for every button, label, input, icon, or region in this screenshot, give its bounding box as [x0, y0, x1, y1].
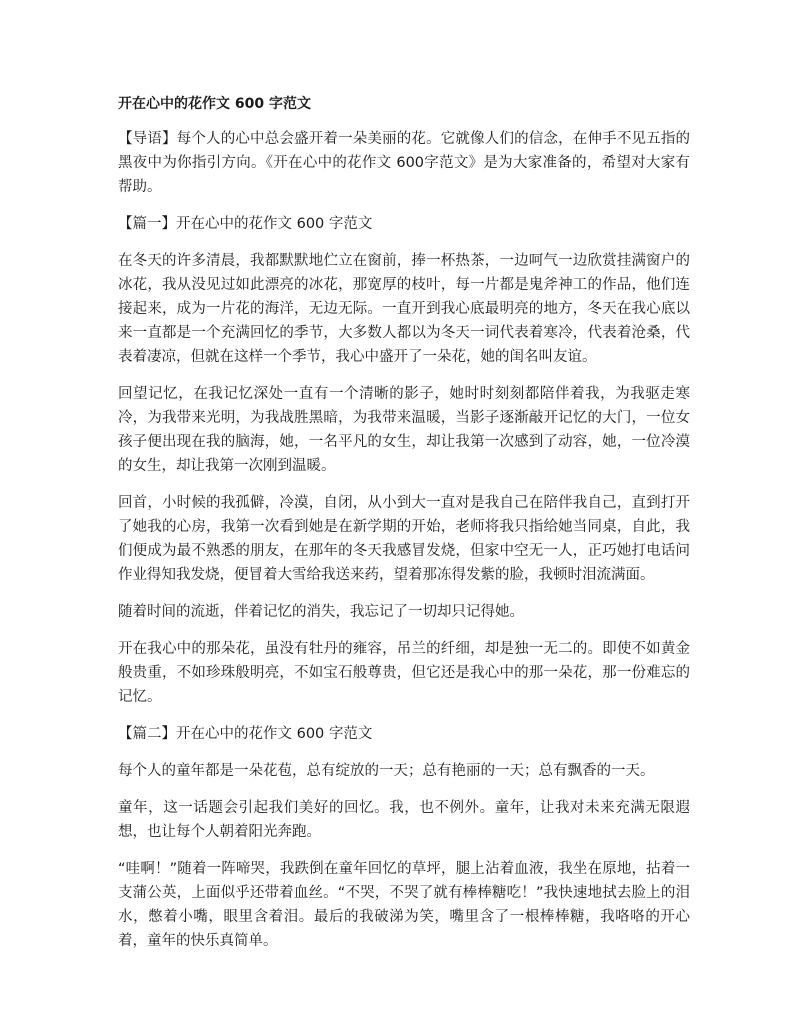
document-page — [118, 94, 690, 966]
section-2-paragraph: “哇啊！”随着一阵啼哭，我跌倒在童年回忆的草坪，腿上沾着血液，我坐在原地，拈着一支蒲公英，上面似乎还带着血丝。“不哭，不哭了就有棒棒糖吃！”我快速地拭去脸上的泪水，憋着小嘴，眼里含着泪。最后的我破涕为笑，嘴里含了一根棒棒糖，我咯咯的开心着，童年的快乐真简单。 — [118, 861, 690, 949]
section-2-heading: 【篇二】开在心中的花作文 600 字范文 — [118, 726, 373, 742]
section-1-paragraph: 在冬天的许多清晨，我都默默地伫立在窗前，捧一杯热茶，一边呵气一边欣赏挂满窗户的冰花，我从没见过如此漂亮的冰花，那宽厚的枝叶，每一片都是鬼斧神工的作品，他们连接起来，成为一片花的海洋，无边无际。一直开到我心底最明亮的地方，冬天在我心底以来一直都是一个充满回忆的季节，大多数人都以为冬天一词代表着寒冷，代表着沧桑，代表着凄凉，但就在这样一个季节，我心中盛开了一朵花，她的闺名叫友谊。 — [118, 253, 690, 365]
section-1-paragraph: 随着时间的流逝，伴着记忆的消失，我忘记了一切却只记得她。 — [118, 604, 524, 620]
document-title: 开在心中的花作文 600 字范文 — [118, 96, 311, 112]
section-1-heading: 【篇一】开在心中的花作文 600 字范文 — [118, 216, 373, 232]
section-2-paragraph: 每个人的童年都是一朵花苞，总有绽放的一天；总有艳丽的一天；总有飘香的一天。 — [118, 763, 655, 779]
section-2-paragraph: 童年，这一话题会引起我们美好的回忆。我，也不例外。童年，让我对未来充满无限遐想，也让每个人朝着阳光奔跑。 — [118, 800, 690, 840]
section-1-paragraph: 回望记忆，在我记忆深处一直有一个清晰的影子，她时时刻刻都陪伴着我，为我驱走寒冷，为我带来光明，为我战胜黑暗，为我带来温暖，当影子逐渐敲开记忆的大门，一位女孩子便出现在我的脑海，她，一名平凡的女生，却让我第一次感到了动容，她，一位冷漠的女生，却让我第一次刚到温暖。 — [118, 386, 690, 474]
intro-paragraph: 【导语】每个人的心中总会盛开着一朵美丽的花。它就像人们的信念，在伸手不见五指的黑夜中为你指引方向。《开在心中的花作文 600字范文》是为大家准备的，希望对大家有帮助。 — [118, 131, 690, 195]
section-1-paragraph: 回首，小时候的我孤僻，冷漠，自闭，从小到大一直对是我自己在陪伴我自己，直到打开了她我的心房，我第一次看到她是在新学期的开始，老师将我只指给她当同桌，自此，我们便成为最不熟悉的朋友，在那年的冬天我感冒发烧，但家中空无一人，正巧她打电话问作业得知我发烧，便冒着大雪给我送来药，望着那冻得发紫的脸，我顿时泪流满面。 — [118, 495, 690, 583]
section-1-paragraph: 开在我心中的那朵花，虽没有牡丹的雍容，吊兰的纤细，却是独一无二的。即使不如黄金般贵重，不如珍珠般明亮，不如宝石般尊贵，但它还是我心中的那一朵花，那一份难忘的记忆。 — [118, 641, 690, 705]
